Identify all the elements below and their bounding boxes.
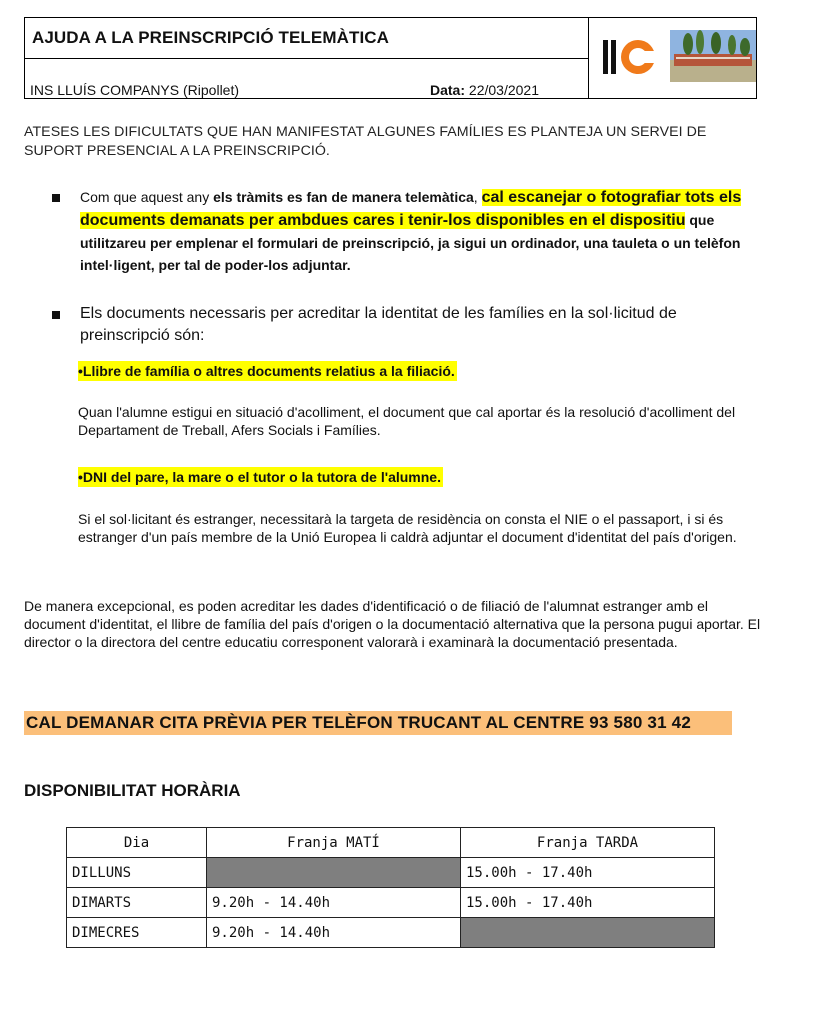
row-day: DILLUNS (67, 858, 207, 888)
header-divider (24, 58, 589, 59)
doc-item1-description: Quan l'alumne estigui en situació d'acolliment, el document que cal aportar és la resolució d'acolliment del Departament de Treball, Afers Socials i Famílies. (78, 404, 736, 438)
appointment-text: CAL DEMANAR CITA PRÈVIA PER TELÈFON TRUCANT AL CENTRE 93 580 31 42 (26, 713, 691, 732)
bullet-telematic (80, 186, 770, 276)
column-header-afternoon: Franja TARDA (461, 828, 715, 858)
row-morning: 9.20h - 14.40h (207, 918, 461, 948)
doc-item-family-book (78, 363, 457, 381)
institute-logo (603, 32, 663, 80)
row-day: DIMARTS (67, 888, 207, 918)
bullet1-text-a: Com que aquest any (80, 189, 214, 205)
header-vertical-divider (588, 17, 589, 99)
document-date (430, 82, 539, 98)
column-header-morning: Franja MATÍ (207, 828, 461, 858)
row-day: DIMECRES (67, 918, 207, 948)
column-header-day: Dia (67, 828, 207, 858)
doc-item1-title: •Llibre de família o altres documents relatius a la filiació. (78, 363, 455, 379)
bullet1-highlight: cal escanejar o fotografiar tots els documents demanats per ambdues cares i tenir-los disponibles en el dispositiu (80, 189, 742, 229)
table-row (67, 888, 715, 918)
row-morning: 9.20h - 14.40h (207, 888, 461, 918)
bullet-square-icon (52, 194, 60, 202)
doc-item-dni (78, 469, 443, 487)
row-afternoon: 15.00h - 17.40h (461, 858, 715, 888)
table-row (67, 858, 715, 888)
table-header-row (67, 828, 715, 858)
bullet1-text-c: que utilitzareu per emplenar el formulari de preinscripció, ja sigui un ordinador, una tauleta o un telèfon intel·ligent, per tal de poder-los adjuntar. (80, 212, 741, 273)
date-value: 22/03/2021 (468, 82, 539, 98)
doc-item2-description: Si el sol·licitant és estranger, necessitarà la targeta de residència on consta el NIE o el passaport, i si és estranger d'un país membre de la Unió Europea li caldrà adjuntar el document d'identitat del país d'origen. (78, 511, 737, 545)
school-building-image (670, 30, 756, 82)
doc-item2-title: •DNI del pare, la mare o el tutor o la tutora de l'alumne. (78, 469, 441, 485)
row-morning-unavailable (207, 858, 461, 888)
intro-paragraph: ATESES LES DIFICULTATS QUE HAN MANIFESTAT ALGUNES FAMÍLIES ES PLANTEJA UN SERVEI DE SUPORT PRESENCIAL A LA PREINSCRIPCIÓ. (24, 124, 707, 159)
bullet1-text-bold: els tràmits es fan de manera telemàtica (213, 189, 474, 205)
schedule-table (66, 827, 715, 948)
date-label: Data: (430, 82, 466, 98)
availability-title: DISPONIBILITAT HORÀRIA (24, 781, 241, 800)
school-photo (670, 30, 756, 82)
table-row (67, 918, 715, 948)
appointment-banner (24, 711, 732, 735)
school-name: INS LLUÍS COMPANYS (Ripollet) (30, 82, 240, 98)
row-afternoon: 15.00h - 17.40h (461, 888, 715, 918)
row-afternoon-unavailable (461, 918, 715, 948)
bullet1-text-b: , (473, 189, 482, 205)
bullet-documents-intro: Els documents necessaris per acreditar la identitat de les famílies en la sol·licitud de preinscripció són: (80, 305, 677, 344)
page-title: AJUDA A LA PREINSCRIPCIÓ TELEMÀTICA (32, 28, 390, 47)
exceptional-paragraph: De manera excepcional, es poden acreditar les dades d'identificació o de filiació de l'alumnat estranger amb el document d'identitat, el llibre de família del país d'origen o la documentació alternativa que la persona pugui aportar. El director o la directora del centre educatiu corresponent valorarà i examinarà la documentació presentada. (24, 598, 761, 650)
logo-mark-icon (603, 32, 663, 80)
bullet-square-icon (52, 311, 60, 319)
